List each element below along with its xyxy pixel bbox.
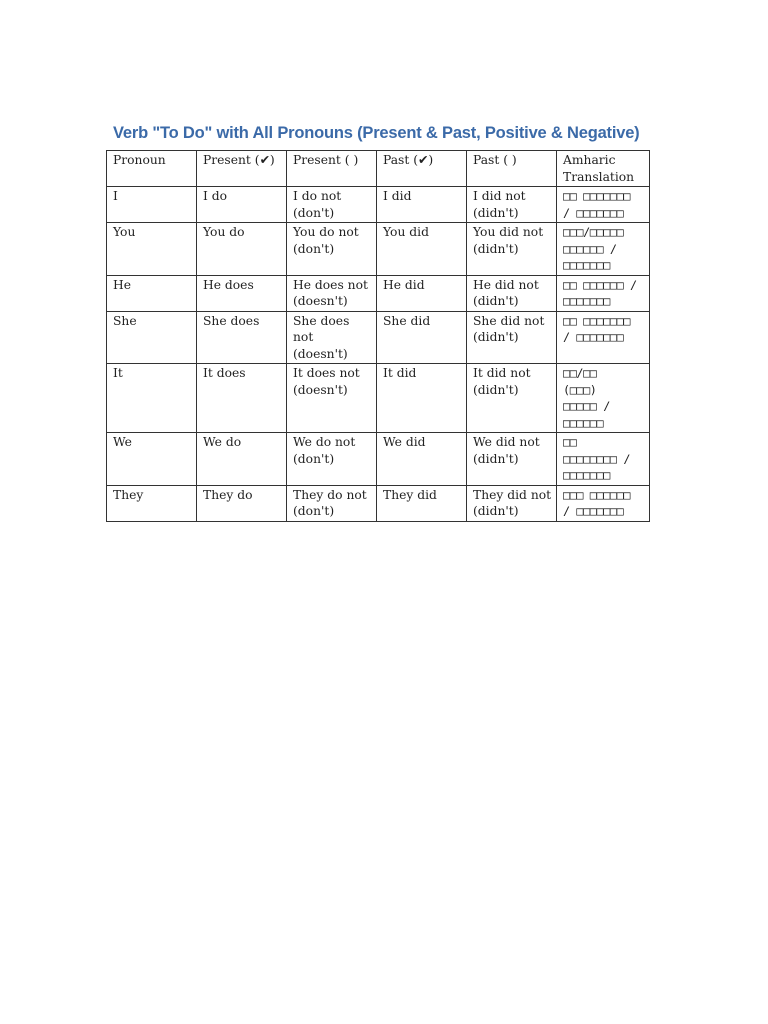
header-present-negative: Present ( ): [287, 151, 377, 187]
table-header-row: [107, 151, 650, 187]
cell-line: (doesn't): [293, 382, 348, 397]
cell-line: □□□□□□□□ /: [563, 451, 631, 466]
table-row: [107, 364, 650, 433]
cell-present-positive: They do: [197, 485, 287, 521]
cell-present-negative: [287, 311, 377, 364]
cell-line: □□/□□: [563, 366, 597, 380]
table-row: [107, 275, 650, 311]
cell-line: We did not: [473, 435, 540, 449]
cell-amharic: [557, 275, 650, 311]
table-row: [107, 485, 650, 521]
cell-pronoun: It: [107, 364, 197, 433]
cell-line: I do not: [293, 189, 342, 203]
cell-pronoun: She: [107, 311, 197, 364]
cell-line: □□: [563, 435, 577, 449]
cell-line: □□□/□□□□□: [563, 225, 624, 239]
cell-line: □□ □□□□□□□: [563, 189, 631, 203]
cell-line: We do not: [293, 435, 356, 449]
cell-line: She does not: [293, 313, 350, 344]
cell-present-negative: [287, 275, 377, 311]
cell-amharic: [557, 364, 650, 433]
cell-past-negative: [467, 364, 557, 433]
table-row: [107, 187, 650, 223]
cell-line: / □□□□□□□: [563, 330, 624, 344]
cell-line: (don't): [293, 205, 335, 220]
table-row: [107, 223, 650, 276]
cell-past-positive: They did: [377, 485, 467, 521]
cell-line: / □□□□□□□: [563, 504, 624, 518]
cell-line: □□ □□□□□□□: [563, 313, 631, 328]
cell-line: (doesn't): [293, 346, 348, 361]
cell-present-positive: I do: [197, 187, 287, 223]
cell-past-positive: She did: [377, 311, 467, 364]
cell-line: □□□□□□: [563, 415, 604, 430]
cell-past-negative: [467, 485, 557, 521]
cell-present-negative: [287, 433, 377, 486]
cell-line: □□ □□□□□□ /: [563, 277, 637, 292]
cell-line: (didn't): [473, 294, 519, 308]
table-row: [107, 311, 650, 364]
cell-amharic: [557, 311, 650, 364]
cell-line: (doesn't): [293, 294, 348, 308]
cell-line: (didn't): [473, 241, 519, 256]
cell-line: They did not: [473, 487, 552, 502]
cell-line: He does not: [293, 277, 368, 292]
cell-line: (don't): [293, 451, 335, 466]
cell-line: You did not: [473, 225, 544, 239]
cell-past-negative: [467, 223, 557, 276]
cell-pronoun: They: [107, 485, 197, 521]
cell-line: He did not: [473, 277, 539, 292]
table-row: [107, 433, 650, 486]
cell-present-negative: [287, 187, 377, 223]
cell-line: (didn't): [473, 205, 519, 220]
cell-amharic: [557, 485, 650, 521]
cell-present-positive: She does: [197, 311, 287, 364]
cell-past-positive: It did: [377, 364, 467, 433]
conjugation-table: [106, 150, 650, 522]
cell-line: □□□□□□ /: [563, 241, 617, 256]
cell-present-negative: [287, 485, 377, 521]
header-past-positive: Past (✔): [377, 151, 467, 187]
cell-present-positive: He does: [197, 275, 287, 311]
cell-line: (didn't): [473, 451, 519, 466]
cell-line: □□□□□□□: [563, 294, 610, 308]
cell-present-positive: We do: [197, 433, 287, 486]
cell-line: She did not: [473, 313, 545, 328]
cell-line: It did not: [473, 366, 531, 380]
cell-present-negative: [287, 364, 377, 433]
cell-line: □□□□□□□: [563, 258, 610, 272]
cell-amharic: [557, 223, 650, 276]
cell-pronoun: I: [107, 187, 197, 223]
cell-line: □□□ □□□□□□: [563, 487, 631, 502]
cell-amharic: [557, 433, 650, 486]
cell-past-negative: [467, 187, 557, 223]
header-amharic-translation: Amharic Translation: [557, 151, 650, 187]
cell-past-negative: [467, 433, 557, 486]
cell-line: I did not: [473, 189, 526, 203]
cell-past-positive: I did: [377, 187, 467, 223]
cell-line: (don't): [293, 241, 335, 256]
cell-line: / □□□□□□□: [563, 205, 624, 220]
cell-pronoun: He: [107, 275, 197, 311]
cell-line: □□□□□ /: [563, 399, 610, 413]
cell-past-positive: You did: [377, 223, 467, 276]
cell-past-negative: [467, 275, 557, 311]
cell-line: □□□□□□□: [563, 468, 610, 482]
cell-line: (□□□): [563, 382, 597, 397]
cell-line: (didn't): [473, 504, 519, 518]
cell-past-positive: We did: [377, 433, 467, 486]
cell-line: (didn't): [473, 330, 519, 344]
header-pronoun: Pronoun: [107, 151, 197, 187]
document-title: Verb "To Do" with All Pronouns (Present & Past, Positive & Negative): [113, 124, 640, 142]
header-past-negative: Past ( ): [467, 151, 557, 187]
cell-present-negative: [287, 223, 377, 276]
cell-amharic: [557, 187, 650, 223]
cell-line: You do not: [293, 225, 359, 239]
cell-present-positive: You do: [197, 223, 287, 276]
cell-line: (didn't): [473, 382, 519, 397]
cell-line: (don't): [293, 504, 335, 518]
cell-past-positive: He did: [377, 275, 467, 311]
cell-line: It does not: [293, 366, 360, 380]
cell-past-negative: [467, 311, 557, 364]
cell-pronoun: We: [107, 433, 197, 486]
cell-pronoun: You: [107, 223, 197, 276]
cell-line: They do not: [293, 487, 367, 502]
header-present-positive: Present (✔): [197, 151, 287, 187]
cell-present-positive: It does: [197, 364, 287, 433]
